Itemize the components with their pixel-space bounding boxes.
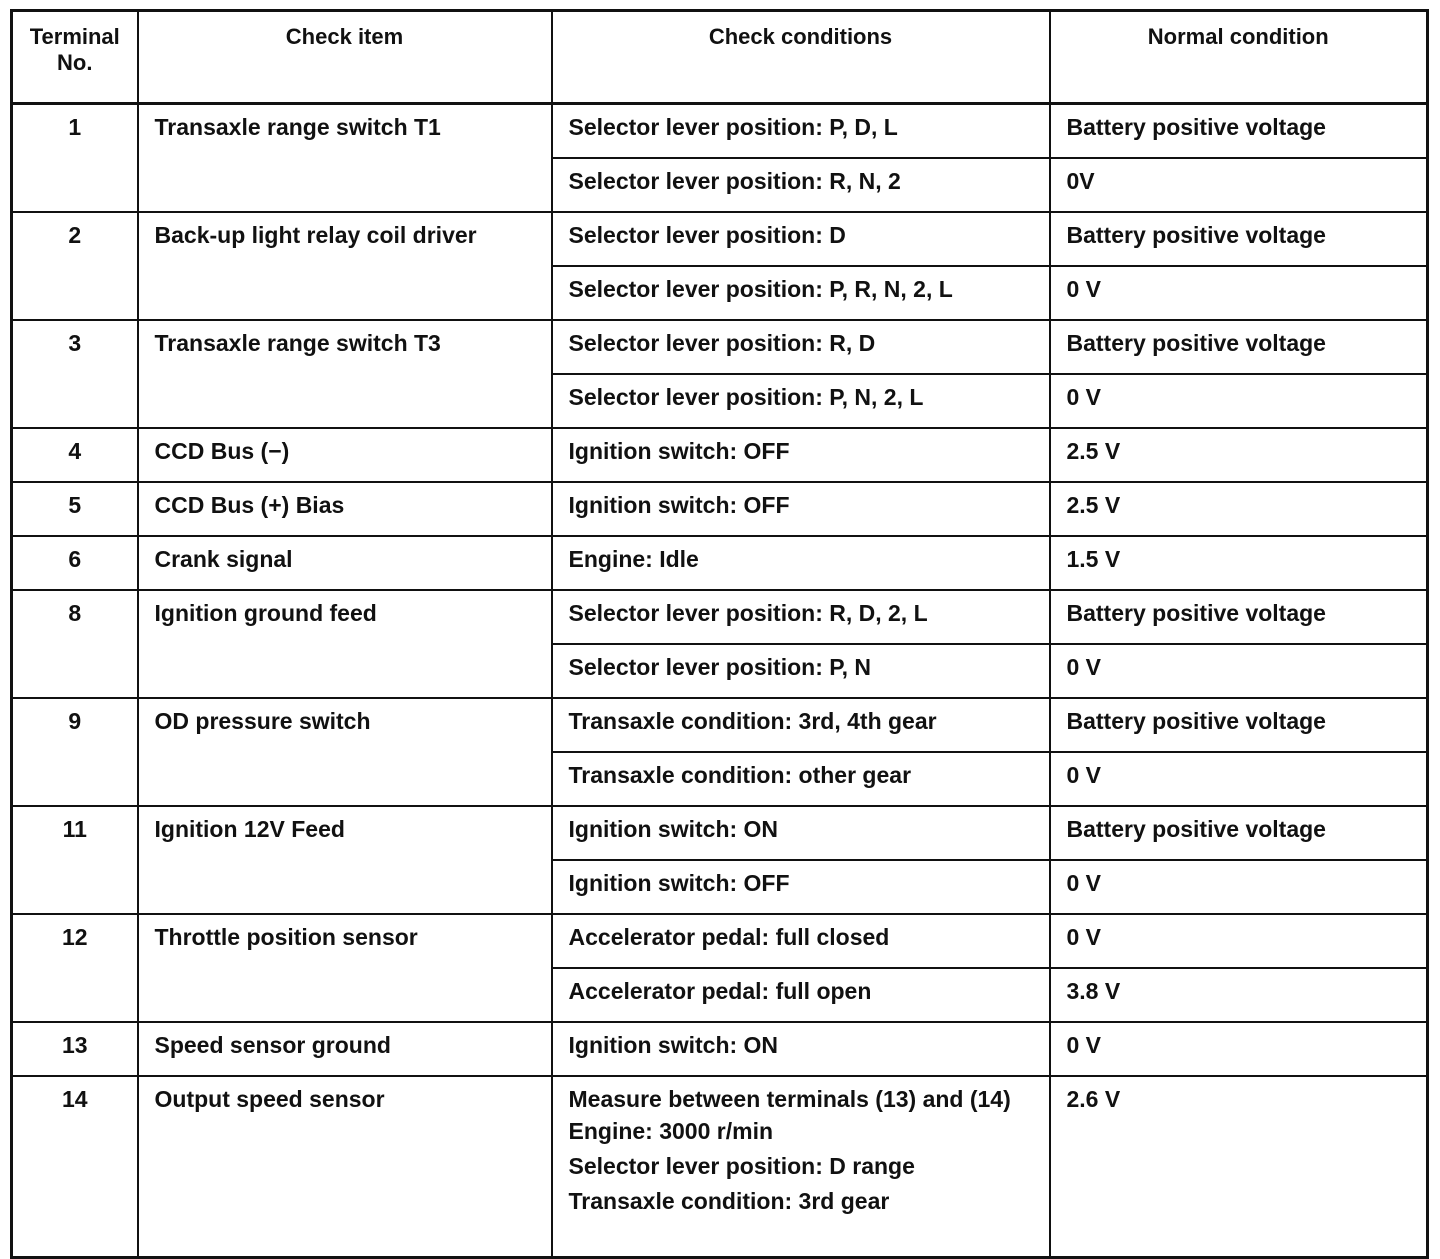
check-condition: Transaxle condition: other gear — [552, 752, 1050, 806]
normal-condition: 0V — [1050, 158, 1428, 212]
terminal-number: 13 — [12, 1022, 138, 1076]
terminal-number: 3 — [12, 320, 138, 428]
table-row — [12, 536, 1428, 590]
check-item: CCD Bus (+) Bias — [138, 482, 552, 536]
normal-condition: Battery positive voltage — [1050, 806, 1428, 860]
terminal-number: 11 — [12, 806, 138, 914]
normal-condition: 3.8 V — [1050, 968, 1428, 1022]
check-condition: Ignition switch: ON — [552, 806, 1050, 860]
header-normal-condition: Normal condition — [1050, 11, 1428, 104]
check-condition: Ignition switch: ON — [552, 1022, 1050, 1076]
table-row — [12, 104, 1428, 159]
check-condition: Selector lever position: P, R, N, 2, L — [552, 266, 1050, 320]
check-condition: Transaxle condition: 3rd, 4th gear — [552, 698, 1050, 752]
check-item: Crank signal — [138, 536, 552, 590]
normal-condition: Battery positive voltage — [1050, 212, 1428, 266]
normal-condition: 0 V — [1050, 752, 1428, 806]
terminal-number: 4 — [12, 428, 138, 482]
normal-condition: Battery positive voltage — [1050, 698, 1428, 752]
table-row — [12, 428, 1428, 482]
check-condition-line: Measure between terminals (13) and (14) — [568, 1086, 1011, 1112]
table-row — [12, 482, 1428, 536]
normal-condition: 0 V — [1050, 374, 1428, 428]
check-item: Transaxle range switch T1 — [138, 104, 552, 213]
normal-condition: 2.6 V — [1050, 1076, 1428, 1258]
check-condition: Selector lever position: R, D — [552, 320, 1050, 374]
check-item: Throttle position sensor — [138, 914, 552, 1022]
normal-condition: Battery positive voltage — [1050, 104, 1428, 159]
header-check-item: Check item — [138, 11, 552, 104]
table-row — [12, 914, 1428, 968]
normal-condition: 0 V — [1050, 1022, 1428, 1076]
check-condition: Accelerator pedal: full open — [552, 968, 1050, 1022]
table-row — [12, 1076, 1428, 1258]
check-item: Output speed sensor — [138, 1076, 552, 1258]
check-condition: Selector lever position: P, N — [552, 644, 1050, 698]
terminal-number: 12 — [12, 914, 138, 1022]
normal-condition: 2.5 V — [1050, 482, 1428, 536]
check-condition: Selector lever position: P, N, 2, L — [552, 374, 1050, 428]
terminal-number: 2 — [12, 212, 138, 320]
normal-condition: Battery positive voltage — [1050, 590, 1428, 644]
check-condition: Selector lever position: D — [552, 212, 1050, 266]
check-condition: Accelerator pedal: full closed — [552, 914, 1050, 968]
table-row — [12, 698, 1428, 752]
check-condition: Ignition switch: OFF — [552, 482, 1050, 536]
terminal-number: 1 — [12, 104, 138, 213]
table-header-row — [12, 11, 1428, 104]
normal-condition: 0 V — [1050, 860, 1428, 914]
terminal-number: 14 — [12, 1076, 138, 1258]
normal-condition: Battery positive voltage — [1050, 320, 1428, 374]
header-terminal-no — [12, 11, 138, 104]
table-row — [12, 590, 1428, 644]
terminal-number: 5 — [12, 482, 138, 536]
check-condition: Selector lever position: R, D, 2, L — [552, 590, 1050, 644]
check-item: Back-up light relay coil driver — [138, 212, 552, 320]
check-condition-multiline — [552, 1076, 1050, 1258]
check-item: Ignition ground feed — [138, 590, 552, 698]
table-row — [12, 806, 1428, 860]
check-item: Speed sensor ground — [138, 1022, 552, 1076]
check-condition: Engine: Idle — [552, 536, 1050, 590]
header-terminal-line2: No. — [57, 50, 93, 75]
normal-condition: 0 V — [1050, 644, 1428, 698]
check-item: OD pressure switch — [138, 698, 552, 806]
normal-condition: 1.5 V — [1050, 536, 1428, 590]
header-terminal-line1: Terminal — [29, 24, 120, 49]
table-row — [12, 1022, 1428, 1076]
terminal-number: 6 — [12, 536, 138, 590]
table-row — [12, 320, 1428, 374]
terminal-number: 8 — [12, 590, 138, 698]
terminal-check-table — [10, 9, 1429, 1259]
normal-condition: 2.5 V — [1050, 428, 1428, 482]
normal-condition: 0 V — [1050, 266, 1428, 320]
check-item: CCD Bus (−) — [138, 428, 552, 482]
check-item: Ignition 12V Feed — [138, 806, 552, 914]
check-condition: Selector lever position: R, N, 2 — [552, 158, 1050, 212]
check-condition-line: Engine: 3000 r/min — [568, 1118, 774, 1144]
check-item: Transaxle range switch T3 — [138, 320, 552, 428]
check-condition-line: Transaxle condition: 3rd gear — [568, 1188, 890, 1214]
check-condition-line: Selector lever position: D range — [568, 1153, 915, 1179]
check-condition: Ignition switch: OFF — [552, 428, 1050, 482]
check-condition: Selector lever position: P, D, L — [552, 104, 1050, 159]
terminal-number: 9 — [12, 698, 138, 806]
normal-condition: 0 V — [1050, 914, 1428, 968]
table-row — [12, 212, 1428, 266]
header-check-conditions: Check conditions — [552, 11, 1050, 104]
check-condition: Ignition switch: OFF — [552, 860, 1050, 914]
